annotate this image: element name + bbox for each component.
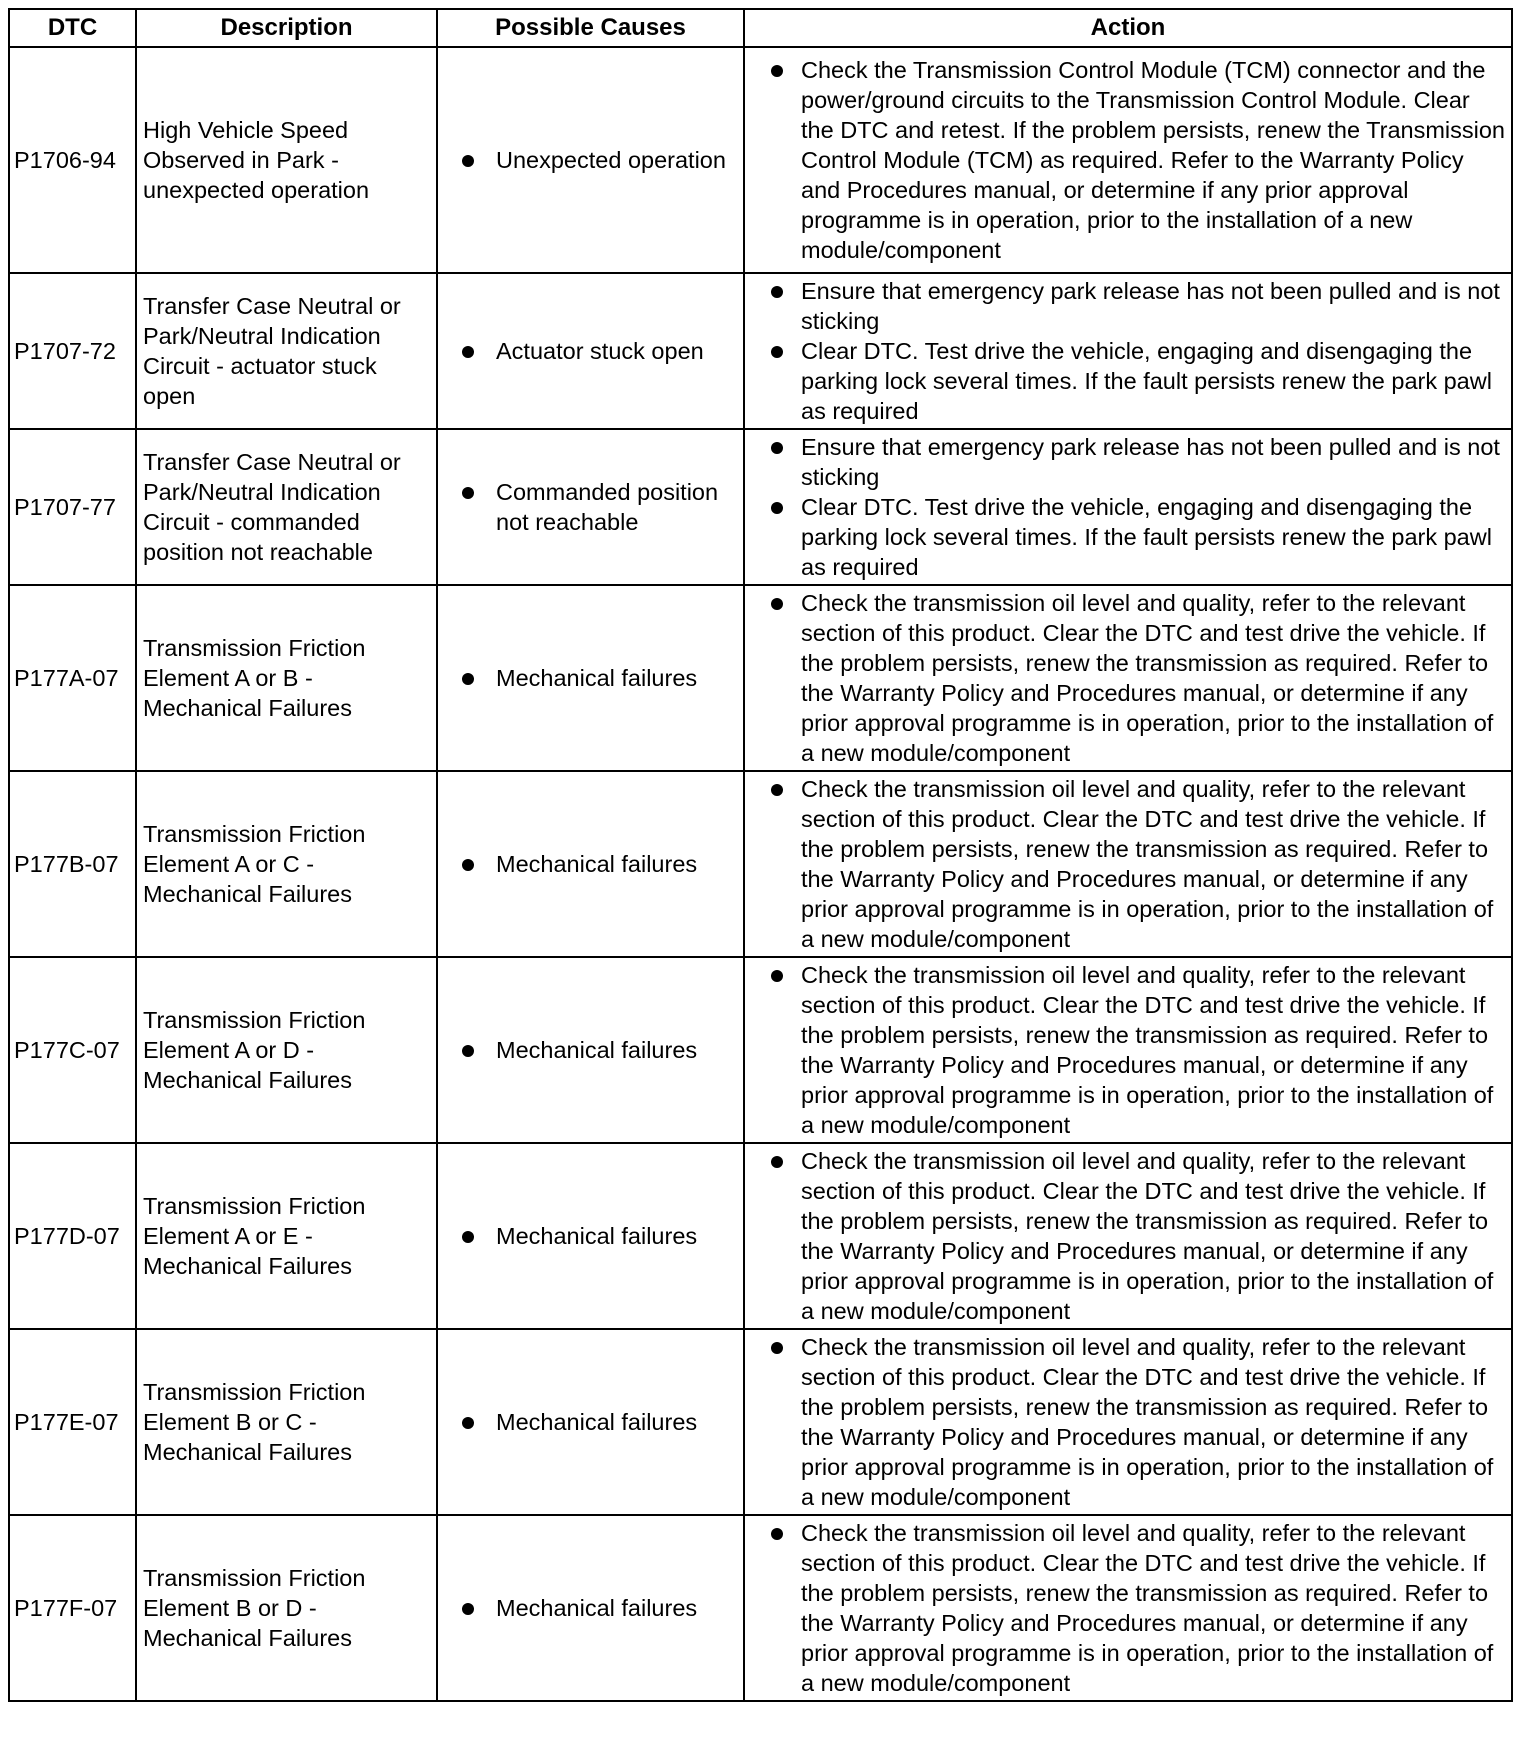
possible-causes-cell: [437, 771, 744, 957]
action-list: [765, 55, 1507, 265]
action-item: Check the transmission oil level and quality, refer to the relevant section of this product. Clear the DTC and test drive the vehicle. If the problem persists, renew the transmission as required. Refer to the Warranty Policy and Procedures manual, or determine if any prior approval programme is in operation, prior to the installation of a new module/component: [765, 1332, 1507, 1512]
possible-causes-cell: [437, 429, 744, 585]
action-cell: [744, 1329, 1512, 1515]
causes-list: [458, 663, 737, 693]
dtc-description: Transmission Friction Element A or D - Mechanical Failures: [136, 957, 437, 1143]
table-row: [9, 585, 1512, 771]
possible-causes-cell: [437, 957, 744, 1143]
causes-list: [458, 145, 737, 175]
header-dtc: DTC: [9, 9, 136, 47]
action-item: Clear DTC. Test drive the vehicle, engaging and disengaging the parking lock several times. If the fault persists renew the park pawl as required: [765, 336, 1507, 426]
action-cell: [744, 771, 1512, 957]
cause-item: Mechanical failures: [458, 663, 737, 693]
table-row: [9, 429, 1512, 585]
action-list: [765, 432, 1507, 582]
table-row: [9, 1329, 1512, 1515]
dtc-table: [8, 8, 1513, 1702]
table-row: [9, 47, 1512, 273]
action-item: Check the transmission oil level and quality, refer to the relevant section of this product. Clear the DTC and test drive the vehicle. If the problem persists, renew the transmission as required. Refer to the Warranty Policy and Procedures manual, or determine if any prior approval programme is in operation, prior to the installation of a new module/component: [765, 774, 1507, 954]
dtc-code: P177C-07: [9, 957, 136, 1143]
causes-list: [458, 1035, 737, 1065]
action-list: [765, 276, 1507, 426]
header-action: Action: [744, 9, 1512, 47]
causes-list: [458, 1407, 737, 1437]
dtc-code: P1707-72: [9, 273, 136, 429]
action-item: Check the transmission oil level and quality, refer to the relevant section of this product. Clear the DTC and test drive the vehicle. If the problem persists, renew the transmission as required. Refer to the Warranty Policy and Procedures manual, or determine if any prior approval programme is in operation, prior to the installation of a new module/component: [765, 588, 1507, 768]
action-cell: [744, 47, 1512, 273]
action-cell: [744, 273, 1512, 429]
table-row: [9, 771, 1512, 957]
action-item: Ensure that emergency park release has not been pulled and is not sticking: [765, 276, 1507, 336]
dtc-description: Transmission Friction Element A or C - Mechanical Failures: [136, 771, 437, 957]
dtc-code: P177E-07: [9, 1329, 136, 1515]
possible-causes-cell: [437, 1515, 744, 1701]
possible-causes-cell: [437, 1143, 744, 1329]
dtc-description: Transfer Case Neutral or Park/Neutral Indication Circuit - actuator stuck open: [136, 273, 437, 429]
table-row: [9, 1515, 1512, 1701]
header-possible-causes: Possible Causes: [437, 9, 744, 47]
action-list: [765, 1146, 1507, 1326]
action-list: [765, 774, 1507, 954]
cause-item: Mechanical failures: [458, 849, 737, 879]
dtc-code: P177F-07: [9, 1515, 136, 1701]
dtc-description: Transfer Case Neutral or Park/Neutral Indication Circuit - commanded position not reachable: [136, 429, 437, 585]
action-item: Check the transmission oil level and quality, refer to the relevant section of this product. Clear the DTC and test drive the vehicle. If the problem persists, renew the transmission as required. Refer to the Warranty Policy and Procedures manual, or determine if any prior approval programme is in operation, prior to the installation of a new module/component: [765, 960, 1507, 1140]
header-description: Description: [136, 9, 437, 47]
action-list: [765, 588, 1507, 768]
table-row: [9, 957, 1512, 1143]
action-item: Check the transmission oil level and quality, refer to the relevant section of this product. Clear the DTC and test drive the vehicle. If the problem persists, renew the transmission as required. Refer to the Warranty Policy and Procedures manual, or determine if any prior approval programme is in operation, prior to the installation of a new module/component: [765, 1518, 1507, 1698]
cause-item: Mechanical failures: [458, 1035, 737, 1065]
action-list: [765, 1332, 1507, 1512]
causes-list: [458, 336, 737, 366]
action-item: Check the transmission oil level and quality, refer to the relevant section of this product. Clear the DTC and test drive the vehicle. If the problem persists, renew the transmission as required. Refer to the Warranty Policy and Procedures manual, or determine if any prior approval programme is in operation, prior to the installation of a new module/component: [765, 1146, 1507, 1326]
dtc-code: P177B-07: [9, 771, 136, 957]
cause-item: Mechanical failures: [458, 1593, 737, 1623]
cause-item: Mechanical failures: [458, 1407, 737, 1437]
dtc-description: Transmission Friction Element A or E - Mechanical Failures: [136, 1143, 437, 1329]
possible-causes-cell: [437, 273, 744, 429]
causes-list: [458, 477, 737, 537]
cause-item: Unexpected operation: [458, 145, 737, 175]
action-item: Check the Transmission Control Module (TCM) connector and the power/ground circuits to the Transmission Control Module. Clear the DTC and retest. If the problem persists, renew the Transmission Control Module (TCM) as required. Refer to the Warranty Policy and Procedures manual, or determine if any prior approval programme is in operation, prior to the installation of a new module/component: [765, 55, 1507, 265]
dtc-description: Transmission Friction Element B or C - Mechanical Failures: [136, 1329, 437, 1515]
action-cell: [744, 1515, 1512, 1701]
dtc-description: Transmission Friction Element A or B - Mechanical Failures: [136, 585, 437, 771]
causes-list: [458, 849, 737, 879]
action-cell: [744, 585, 1512, 771]
action-list: [765, 1518, 1507, 1698]
table-row: [9, 273, 1512, 429]
dtc-description: Transmission Friction Element B or D - Mechanical Failures: [136, 1515, 437, 1701]
cause-item: Commanded position not reachable: [458, 477, 737, 537]
action-cell: [744, 429, 1512, 585]
action-list: [765, 960, 1507, 1140]
dtc-code: P1707-77: [9, 429, 136, 585]
cause-item: Actuator stuck open: [458, 336, 737, 366]
header-row: [9, 9, 1512, 47]
dtc-code: P177D-07: [9, 1143, 136, 1329]
table-body: [9, 47, 1512, 1701]
dtc-code: P1706-94: [9, 47, 136, 273]
dtc-description: High Vehicle Speed Observed in Park - unexpected operation: [136, 47, 437, 273]
table-row: [9, 1143, 1512, 1329]
action-cell: [744, 1143, 1512, 1329]
possible-causes-cell: [437, 47, 744, 273]
table-header: [9, 9, 1512, 47]
dtc-code: P177A-07: [9, 585, 136, 771]
causes-list: [458, 1593, 737, 1623]
cause-item: Mechanical failures: [458, 1221, 737, 1251]
action-item: Clear DTC. Test drive the vehicle, engaging and disengaging the parking lock several times. If the fault persists renew the park pawl as required: [765, 492, 1507, 582]
action-item: Ensure that emergency park release has not been pulled and is not sticking: [765, 432, 1507, 492]
possible-causes-cell: [437, 1329, 744, 1515]
action-cell: [744, 957, 1512, 1143]
causes-list: [458, 1221, 737, 1251]
possible-causes-cell: [437, 585, 744, 771]
